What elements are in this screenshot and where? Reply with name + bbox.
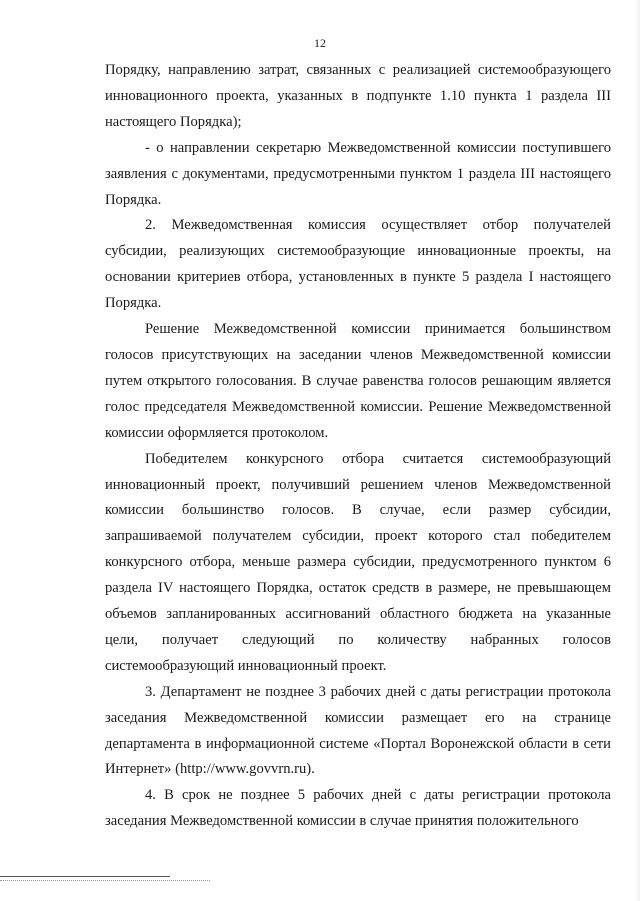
paragraph-winner: Победителем конкурсного отбора считается системообразующий инновационный проект, получивший решением членов Межведомственной комиссии большинство голосов. В случае, если размер субсидии, запрашиваемой получателем субсидии, проект которого стал победителем конкурсного отбора, меньше размера субсидии, предусмотренного пунктом 6 раздела IV настоящего Порядка, остаток средств в размере, не превышающем объемов запланированных ассигнований областного бюджета на указанные цели, получает следующий по количеству набранных голосов системообразующий инновационный проект. <box>105 450 611 674</box>
page-number: 12 <box>314 36 326 50</box>
paragraph-item-3: 3. Департамент не позднее 3 рабочих дней с даты регистрации протокола заседания Межведомственной комиссии размещает его на странице департамента в информационной системе «Портал Воронежской области в сети Интернет» (http://www.govvrn.ru). <box>105 683 611 778</box>
paragraph-item-4: 4. В срок не позднее 5 рабочих дней с даты регистрации протокола заседания Межведомственной комиссии в случае принятия положительного <box>105 787 611 830</box>
scan-edge-shadow <box>634 0 640 901</box>
footnote-divider <box>0 876 170 877</box>
paragraph-item-2: 2. Межведомственная комиссия осуществляет отбор получателей субсидии, реализующих системообразующие инновационные проекты, на основании критериев отбора, установленных в пункте 5 раздела I настоящего Порядка. <box>105 217 611 312</box>
document-body <box>105 58 611 835</box>
paragraph-dash-item: - о направлении секретарю Межведомственной комиссии поступившего заявления с документами, предусмотренными пунктом 1 раздела III настоящего Порядка. <box>105 139 611 208</box>
paragraph-decision: Решение Межведомственной комиссии принимается большинством голосов присутствующих на заседании членов Межведомственной комиссии путем открытого голосования. В случае равенства голосов решающим является голос председателя Межведомственной комиссии. Решение Межведомственной комиссии оформляется протоколом. <box>105 321 611 441</box>
paragraph-continuation: Порядку, направлению затрат, связанных с реализацией системообразующего инновационного проекта, указанных в подпункте 1.10 пункта 1 раздела III настоящего Порядка); <box>105 62 611 130</box>
scan-artifact-line <box>0 880 210 881</box>
